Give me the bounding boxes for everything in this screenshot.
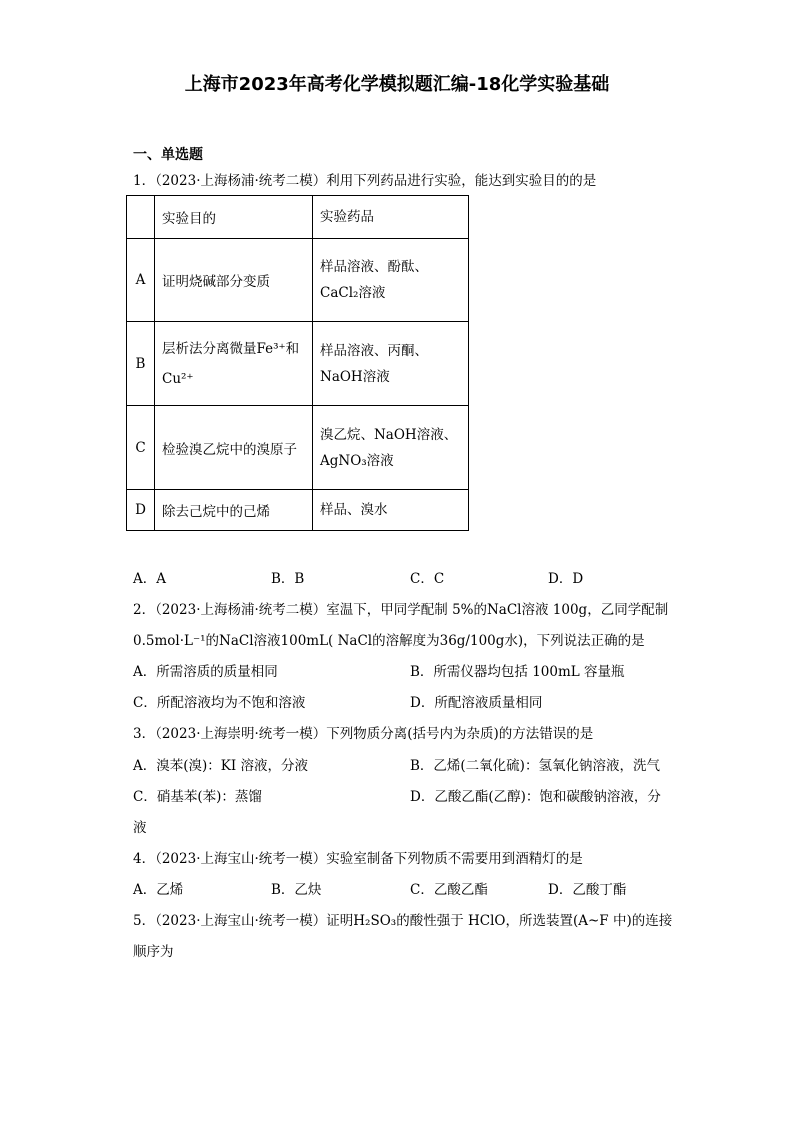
row-purpose: 除去己烷中的己烯: [155, 490, 313, 531]
row-purpose: [155, 322, 313, 406]
reagents-line-2: NaOH溶液: [320, 368, 390, 385]
row-label: C: [127, 406, 155, 490]
table-row: [127, 322, 469, 406]
q2-option-a: A．所需溶质的质量相同: [133, 664, 278, 680]
reagents-line-2: AgNO₃溶液: [320, 452, 394, 469]
experiment-table: [126, 195, 469, 531]
q2-stem-line-2: 0.5mol·L⁻¹的NaCl溶液100mL( NaCl的溶解度为36g/100g水)，下列说法正确的是: [133, 633, 645, 649]
q3-option-b: B．乙烯(二氧化硫)：氢氧化钠溶液，洗气: [410, 758, 660, 774]
q1-option-b: B．B: [271, 571, 305, 587]
reagents-line-2: CaCl₂溶液: [320, 285, 386, 301]
q3-option-c: C．硝基苯(苯)：蒸馏: [133, 789, 262, 805]
q3-option-a: A．溴苯(溴)：KI 溶液，分液: [133, 758, 308, 774]
q2-stem-line-1: 2．（2023·上海杨浦·统考二模）室温下，甲同学配制 5%的NaCl溶液 100g，乙同学配制: [133, 602, 669, 618]
q4-option-a: A．乙烯: [133, 882, 184, 898]
header-cell-reagents: 实验药品: [313, 196, 469, 239]
table-row: [127, 406, 469, 490]
table-header-row: [127, 196, 469, 239]
q2-option-b: B．所需仪器均包括 100mL 容量瓶: [410, 664, 625, 680]
row-label: B: [127, 322, 155, 406]
row-purpose: 证明烧碱部分变质: [155, 239, 313, 322]
header-cell-purpose: 实验目的: [155, 196, 313, 239]
row-reagents: 样品、溴水: [313, 490, 469, 531]
q3-option-d-continued: 液: [133, 820, 147, 836]
page-title: 上海市2023年高考化学模拟题汇编-18化学实验基础: [184, 74, 610, 95]
table-row: [127, 239, 469, 322]
q1-stem: 1．（2023·上海杨浦·统考二模）利用下列药品进行实验，能达到实验目的的是: [133, 173, 597, 189]
purpose-line-2: Cu²⁺: [162, 370, 194, 387]
row-purpose: 检验溴乙烷中的溴原子: [155, 406, 313, 490]
q5-stem-line-1: 5．（2023·上海宝山·统考一模）证明H₂SO₃的酸性强于 HClO，所选装置(A~F 中)的连接: [133, 913, 673, 929]
row-label: A: [127, 239, 155, 322]
purpose-line-1: 层析法分离微量Fe³⁺和: [162, 340, 300, 357]
section-heading: 一、单选题: [133, 147, 203, 163]
q4-option-d: D．乙酸丁酯: [548, 882, 627, 898]
row-reagents: [313, 322, 469, 406]
row-label: D: [127, 490, 155, 531]
q4-stem: 4．（2023·上海宝山·统考一模）实验室制备下列物质不需要用到酒精灯的是: [133, 851, 583, 867]
reagents-line-1: 样品溶液、丙酮、: [320, 342, 428, 359]
q1-option-d: D．D: [548, 571, 584, 587]
q2-option-c: C．所配溶液均为不饱和溶液: [133, 695, 306, 711]
header-cell-label: [127, 196, 155, 239]
q1-option-c: C．C: [410, 571, 445, 587]
q4-option-c: C．乙酸乙酯: [410, 882, 488, 898]
q4-option-b: B．乙炔: [271, 882, 322, 898]
q3-option-d: D．乙酸乙酯(乙醇)：饱和碳酸钠溶液，分: [410, 789, 661, 805]
reagents-line-1: 样品溶液、酚酞、: [320, 259, 428, 275]
q2-option-d: D．所配溶液质量相同: [410, 695, 543, 711]
table-row: [127, 490, 469, 531]
row-reagents: [313, 406, 469, 490]
q1-option-a: A．A: [133, 571, 166, 587]
row-reagents: [313, 239, 469, 322]
q5-stem-line-2: 顺序为: [133, 944, 174, 960]
reagents-line-1: 溴乙烷、NaOH溶液、: [320, 426, 458, 443]
q3-stem: 3．（2023·上海崇明·统考一模）下列物质分离(括号内为杂质)的方法错误的是: [133, 726, 594, 742]
